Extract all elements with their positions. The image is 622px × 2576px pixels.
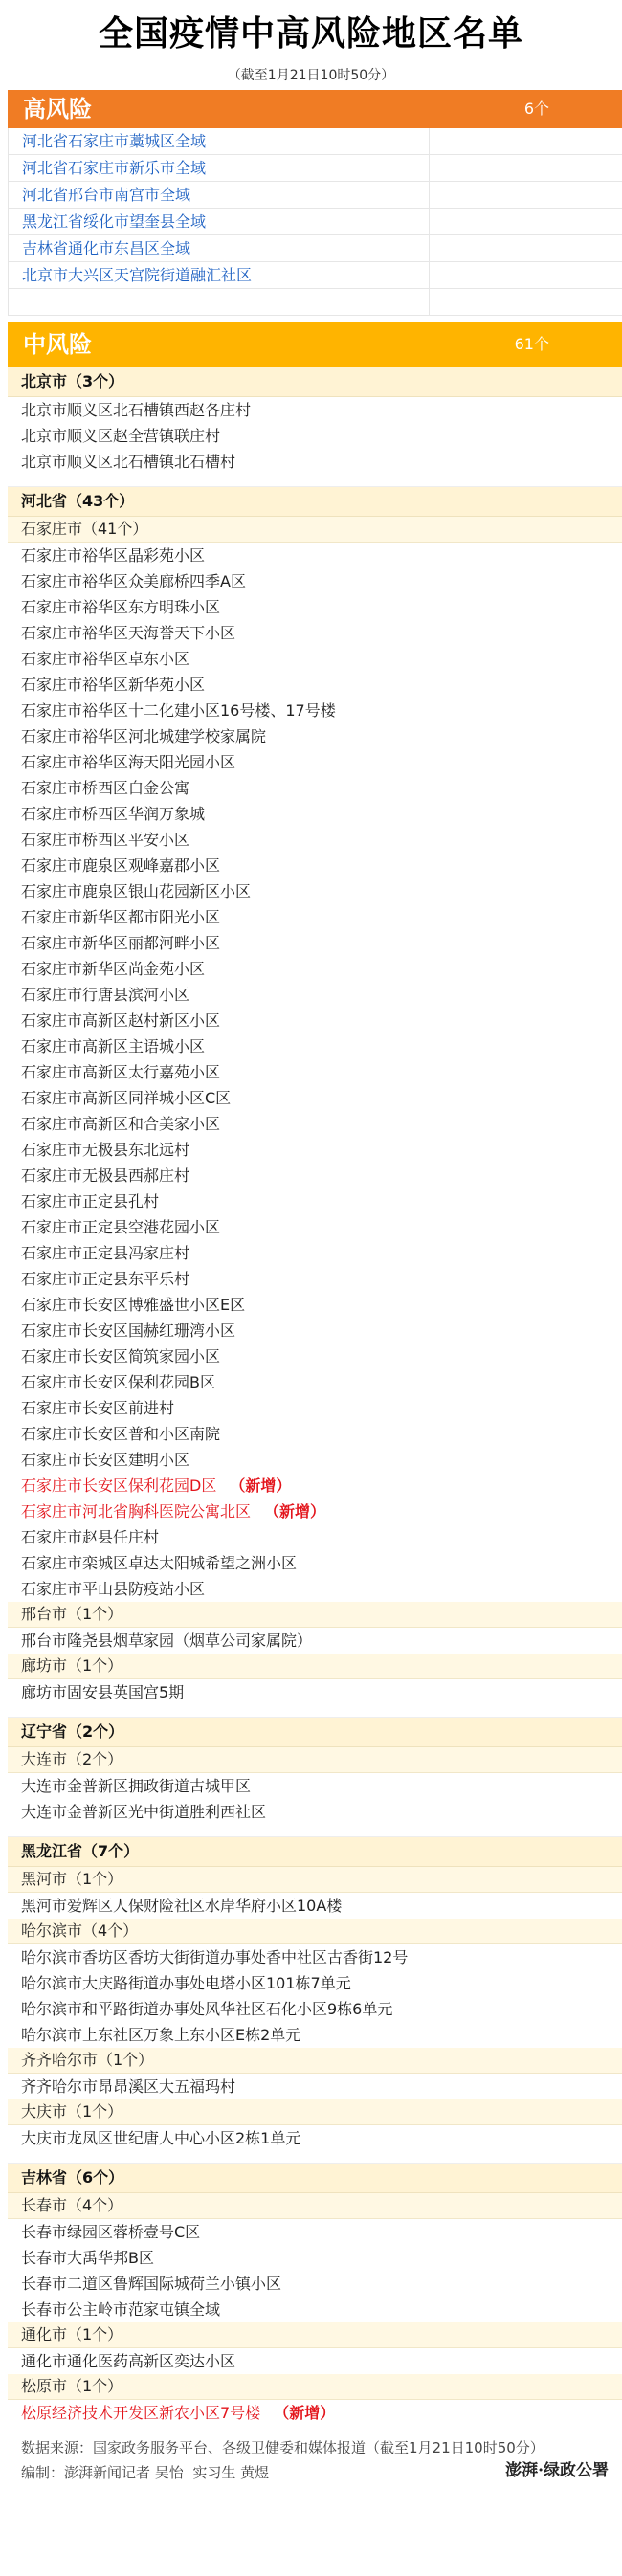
area-item: 石家庄市长安区建明小区	[21, 1451, 190, 1469]
city-header: 齐齐哈尔市（1个）	[8, 2048, 622, 2074]
area-item: 北京市顺义区赵全营镇联庄村	[21, 427, 221, 445]
high-risk-cell	[430, 235, 622, 261]
area-text: 松原经济技术开发区新农小区7号楼	[21, 2404, 261, 2422]
area-item: 石家庄市正定县冯家庄村	[21, 1244, 190, 1262]
area-item: 哈尔滨市上东社区万象上东小区E栋2单元	[21, 2026, 301, 2044]
mid-risk-count: 61个	[514, 335, 549, 353]
area-item: 北京市顺义区北石槽镇北石槽村	[21, 453, 236, 471]
province-header: 黑龙江省（7个）	[8, 1837, 622, 1867]
area-item: 石家庄市平山县防疫站小区	[21, 1580, 206, 1598]
mid-risk-banner	[8, 322, 622, 367]
high-risk-cell	[430, 289, 622, 315]
area-item: 黑河市爱辉区人保财险社区水岸华府小区10A楼	[21, 1897, 343, 1915]
area-item: 石家庄市长安区博雅盛世小区E区	[21, 1296, 246, 1314]
province-header: 北京市（3个）	[8, 367, 622, 397]
mid-risk-list	[8, 367, 622, 2426]
area-item-new	[8, 2400, 622, 2426]
high-risk-area: 河北省石家庄市藁城区全域	[9, 128, 430, 154]
area-item: 石家庄市桥西区平安小区	[21, 831, 190, 849]
city-header: 大连市（2个）	[8, 1747, 622, 1773]
section-gap	[8, 475, 622, 487]
high-risk-cell	[430, 182, 622, 208]
area-item: 长春市公主岭市范家屯镇全域	[21, 2300, 221, 2319]
area-item: 石家庄市无极县东北远村	[21, 1141, 190, 1159]
high-risk-row	[9, 128, 622, 155]
page-title: 全国疫情中高风险地区名单	[98, 14, 523, 54]
area-item: 石家庄市新华区尚金苑小区	[21, 960, 206, 978]
city-header: 大庆市（1个）	[8, 2099, 622, 2125]
area-item: 石家庄市裕华区东方明珠小区	[21, 598, 221, 616]
area-item: 石家庄市正定县空港花园小区	[21, 1218, 221, 1236]
high-risk-row-empty	[9, 289, 622, 316]
area-item: 石家庄市长安区保利花园B区	[21, 1373, 215, 1391]
area-item: 哈尔滨市和平路街道办事处风华社区石化小区9栋6单元	[21, 2000, 393, 2018]
new-badge: （新增）	[274, 2404, 336, 2422]
high-risk-area-empty	[9, 289, 430, 315]
area-item-new	[8, 1499, 622, 1524]
area-item: 哈尔滨市香坊区香坊大街街道办事处香中社区古香街12号	[21, 1948, 409, 1966]
area-item: 石家庄市裕华区河北城建学校家属院	[21, 727, 267, 745]
high-risk-area: 河北省邢台市南宫市全域	[9, 182, 430, 208]
area-item: 石家庄市桥西区白金公寓	[21, 779, 190, 797]
area-item: 长春市绿园区蓉桥壹号C区	[21, 2223, 201, 2241]
area-item: 石家庄市鹿泉区观峰嘉郡小区	[21, 856, 221, 875]
area-item: 石家庄市长安区普和小区南院	[21, 1425, 221, 1443]
new-badge: （新增）	[264, 1502, 326, 1521]
area-item: 石家庄市高新区和合美家小区	[21, 1115, 221, 1133]
area-item: 长春市二道区鲁辉国际城荷兰小镇小区	[21, 2275, 282, 2293]
area-item: 石家庄市赵县任庄村	[21, 1528, 160, 1546]
high-risk-area: 黑龙江省绥化市望奎县全域	[9, 209, 430, 234]
section-gap	[8, 1825, 622, 1837]
high-risk-area: 吉林省通化市东昌区全域	[9, 235, 430, 261]
mid-risk-label: 中风险	[23, 331, 92, 358]
high-risk-area: 北京市大兴区天宫院街道融汇社区	[9, 262, 430, 288]
area-item: 石家庄市高新区太行嘉苑小区	[21, 1063, 221, 1081]
area-item: 石家庄市裕华区卓东小区	[21, 650, 190, 668]
editor: 实习生 黄煜	[192, 2464, 270, 2481]
high-risk-cell	[430, 262, 622, 288]
footer	[8, 2426, 622, 2485]
area-item: 大连市金普新区拥政街道古城甲区	[21, 1777, 252, 1795]
high-risk-row	[9, 235, 622, 262]
area-item: 石家庄市正定县东平乐村	[21, 1270, 190, 1288]
high-risk-count: 6个	[523, 100, 549, 118]
high-risk-banner	[8, 90, 622, 128]
high-risk-row	[9, 209, 622, 235]
city-header: 通化市（1个）	[8, 2322, 622, 2348]
high-risk-row	[9, 262, 622, 289]
city-header: 松原市（1个）	[8, 2374, 622, 2400]
high-risk-label: 高风险	[23, 96, 92, 122]
area-item: 廊坊市固安县英国宫5期	[21, 1683, 185, 1701]
new-badge: （新增）	[230, 1477, 292, 1495]
province-header: 辽宁省（2个）	[8, 1718, 622, 1747]
city-header: 长春市（4个）	[8, 2193, 622, 2219]
area-item: 邢台市隆尧县烟草家园（烟草公司家属院）	[21, 1632, 313, 1650]
area-item: 石家庄市正定县孔村	[21, 1192, 160, 1210]
area-item: 通化市通化医药高新区奕达小区	[21, 2352, 236, 2370]
area-item: 石家庄市裕华区海天阳光园小区	[21, 753, 236, 771]
area-item: 石家庄市栾城区卓达太阳城希望之洲小区	[21, 1554, 298, 1572]
province-header: 吉林省（6个）	[8, 2164, 622, 2193]
area-text: 石家庄市长安区保利花园D区	[21, 1477, 217, 1495]
area-item: 石家庄市桥西区华润万象城	[21, 805, 206, 823]
area-item: 石家庄市裕华区众美廊桥四季A区	[21, 572, 246, 590]
high-risk-cell	[430, 128, 622, 154]
area-item: 长春市大禹华邦B区	[21, 2249, 154, 2267]
area-item: 石家庄市行唐县滨河小区	[21, 986, 190, 1004]
area-item: 石家庄市无极县西郝庄村	[21, 1166, 190, 1185]
area-item: 石家庄市高新区主语城小区	[21, 1037, 206, 1055]
area-item: 石家庄市长安区简筑家园小区	[21, 1347, 221, 1366]
area-text: 石家庄市河北省胸科医院公寓北区	[21, 1502, 252, 1521]
area-item: 石家庄市鹿泉区银山花园新区小区	[21, 882, 252, 900]
high-risk-area: 河北省石家庄市新乐市全域	[9, 155, 430, 181]
high-risk-row	[9, 155, 622, 182]
area-item: 石家庄市高新区同祥城小区C区	[21, 1089, 232, 1107]
city-header: 邢台市（1个）	[8, 1602, 622, 1628]
logo: 澎湃·绿政公署	[505, 2461, 609, 2480]
area-item: 北京市顺义区北石槽镇西赵各庄村	[21, 401, 252, 419]
city-header: 廊坊市（1个）	[8, 1654, 622, 1679]
area-item: 石家庄市裕华区晶彩苑小区	[21, 546, 206, 565]
province-header: 河北省（43个）	[8, 487, 622, 517]
high-risk-table	[8, 128, 622, 316]
city-header: 黑河市（1个）	[8, 1867, 622, 1893]
page-subtitle: （截至1月21日10时50分）	[227, 68, 395, 83]
section-gap	[8, 2151, 622, 2164]
high-risk-row	[9, 182, 622, 209]
high-risk-cell	[430, 155, 622, 181]
area-item-new	[8, 1473, 622, 1499]
area-item: 齐齐哈尔市昂昂溪区大五福玛村	[21, 2077, 236, 2096]
city-header: 哈尔滨市（4个）	[8, 1919, 622, 1944]
area-item: 石家庄市高新区赵村新区小区	[21, 1011, 221, 1030]
area-item: 石家庄市裕华区新华苑小区	[21, 676, 206, 694]
city-header: 石家庄市（41个）	[8, 517, 622, 543]
area-item: 哈尔滨市大庆路街道办事处电塔小区101栋7单元	[21, 1974, 351, 1992]
area-item: 石家庄市新华区都市阳光小区	[21, 908, 221, 926]
header	[0, 0, 622, 90]
data-source: 数据来源：国家政务服务平台、各级卫健委和媒体报道（截至1月21日10时50分）	[21, 2439, 544, 2456]
area-item: 石家庄市裕华区天海誉天下小区	[21, 624, 236, 642]
area-item: 石家庄市裕华区十二化建小区16号楼、17号楼	[21, 701, 336, 720]
high-risk-cell	[430, 209, 622, 234]
area-item: 石家庄市新华区丽都河畔小区	[21, 934, 221, 952]
area-item: 大庆市龙凤区世纪唐人中心小区2栋1单元	[21, 2129, 301, 2147]
area-item: 石家庄市长安区前进村	[21, 1399, 175, 1417]
area-item: 石家庄市长安区国赫红珊湾小区	[21, 1321, 236, 1340]
section-gap	[8, 1705, 622, 1718]
area-item: 大连市金普新区光中街道胜利西社区	[21, 1803, 267, 1821]
credit: 编制：澎湃新闻记者 吴怡	[21, 2464, 184, 2481]
